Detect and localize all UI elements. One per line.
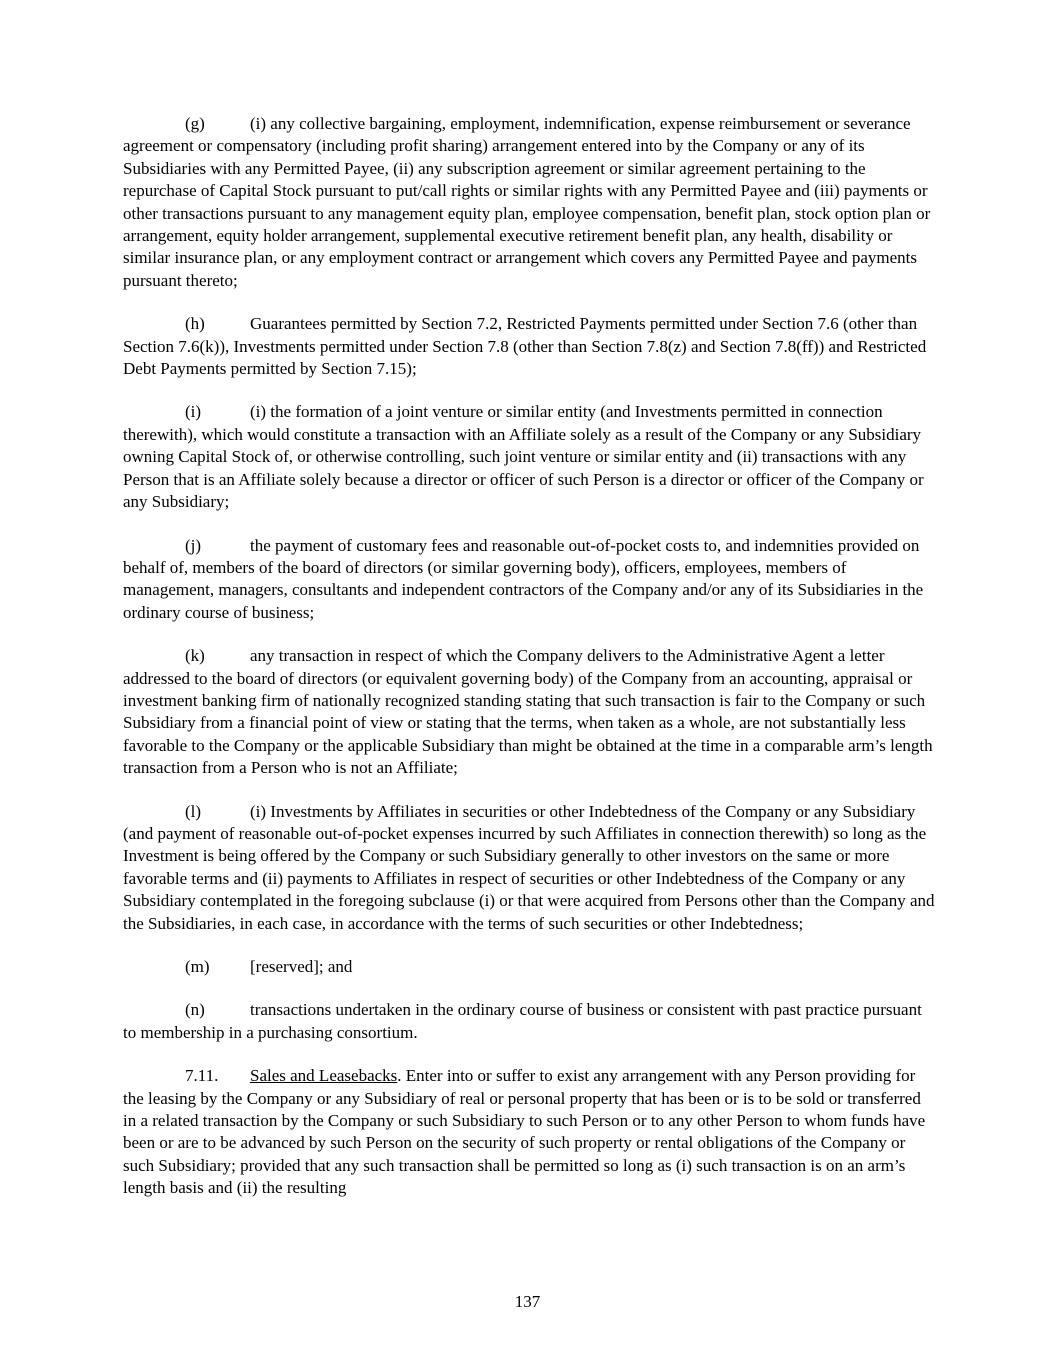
clause-k-paragraph xyxy=(123,645,935,779)
clause-g-label: (g) xyxy=(185,114,205,133)
clause-h-label: (h) xyxy=(185,314,205,334)
clause-n-text: transactions undertaken in the ordinary course of business or consistent with past practice pursuant to membership in a purchasing consortium. xyxy=(123,1000,922,1042)
clause-g-paragraph xyxy=(123,113,935,292)
clause-i-text: (i) the formation of a joint venture or similar entity (and Investments permitted in connection therewith), which would constitute a transaction with an Affiliate solely as a result of the Company or any Subsidiary owning Capital Stock of, or otherwise controlling, such joint venture or similar entity and (ii) transactions with any Person that is an Affiliate solely because a director or officer of such Person is a director or officer of the Company or any Subsidiary; xyxy=(123,402,924,512)
clause-m-text: [reserved]; and xyxy=(250,957,353,976)
clause-k-label: (k) xyxy=(185,646,205,666)
clause-l-text: (i) Investments by Affiliates in securities or other Indebtedness of the Company or any Subsidiary (and payment of reasonable out-of-pocket expenses incurred by such Affiliates in connection therewith) so long as the Investment is being offered by the Company or such Subsidiary generally to other investors on the same or more favorable terms and (ii) payments to Affiliates in respect of securities or other Indebtedness of the Company or any Subsidiary contemplated in the foregoing subclause (i) or that were acquired from Persons other than the Company and the Subsidiaries, in each case, in accordance with the terms of such securities or other Indebtedness; xyxy=(123,801,935,933)
clause-g-text: (i) any collective bargaining, employment, indemnification, expense reimbursement or severance agreement or compensatory (including profit sharing) arrangement entered into by the Company or any of its Subsidiaries with any Permitted Payee, (ii) any subscription agreement or similar agreement pertaining to the repurchase of Capital Stock pursuant to put/call rights or similar rights with any Permitted Payee and (iii) payments or other transactions pursuant to any management equity plan, employee compensation, benefit plan, stock option plan or arrangement, equity holder arrangement, supplemental executive retirement benefit plan, any health, disability or similar insurance plan, or any employment contract or arrangement which covers any Permitted Payee and payments pursuant thereto; xyxy=(123,114,931,290)
clause-j-paragraph xyxy=(123,535,935,625)
clause-m-label: (m) xyxy=(185,957,210,976)
clause-k-text: any transaction in respect of which the Company delivers to the Administrative Agent a letter addressed to the board of directors (or equivalent governing body) of the Company from an accounting, appraisal or investment banking firm of nationally recognized standing stating that such transaction is fair to the Company or such Subsidiary from a financial point of view or stating that the terms, when taken as a whole, are not substantially less favorable to the Company or the applicable Subsidiary than might be obtained at the time in a comparable arm’s length transaction from a Person who is not an Affiliate; xyxy=(123,646,933,778)
page-number: 137 xyxy=(514,1292,541,1311)
clause-i-label: (i) xyxy=(185,402,202,422)
clause-n-paragraph xyxy=(123,999,935,1044)
section-7-11-body: . Enter into or suffer to exist any arrangement with any Person providing for the leasing by the Company or any Subsidiary of real or personal property that has been or is to be sold or transferred in a related transaction by the Company or such Subsidiary to such Person or to any other Person to whom funds have been or are to be advanced by such Person on the security of such property or rental obligations of the Company or such Subsidiary; provided that any such transaction shall be permitted so long as (i) such transaction is on an arm’s length basis and (ii) the resulting xyxy=(123,1066,926,1198)
clause-h-paragraph xyxy=(123,313,935,380)
clause-l-label: (l) xyxy=(185,801,202,821)
clause-m-paragraph xyxy=(123,956,935,978)
section-7-11-number: 7.11. xyxy=(185,1066,219,1086)
document-content xyxy=(123,113,935,1200)
clause-n-label: (n) xyxy=(185,1000,205,1020)
clause-h-text: Guarantees permitted by Section 7.2, Restricted Payments permitted under Section 7.6 (other than Section 7.6(k)), Investments permitted under Section 7.8 (other than Section 7.8(z) and Section 7.8(ff)) and Restricted Debt Payments permitted by Section 7.15); xyxy=(123,314,927,379)
clause-i-paragraph xyxy=(123,401,935,513)
clause-l-paragraph xyxy=(123,801,935,935)
clause-j-text: the payment of customary fees and reasonable out-of-pocket costs to, and indemnities provided on behalf of, members of the board of directors (or similar governing body), officers, employees, members of management, managers, consultants and independent contractors of the Company and/or any of its Subsidiaries in the ordinary course of business; xyxy=(123,535,924,622)
clause-j-label: (j) xyxy=(185,535,202,555)
section-7-11-title: Sales and Leasebacks xyxy=(250,1066,398,1086)
section-7-11-paragraph xyxy=(123,1065,935,1199)
